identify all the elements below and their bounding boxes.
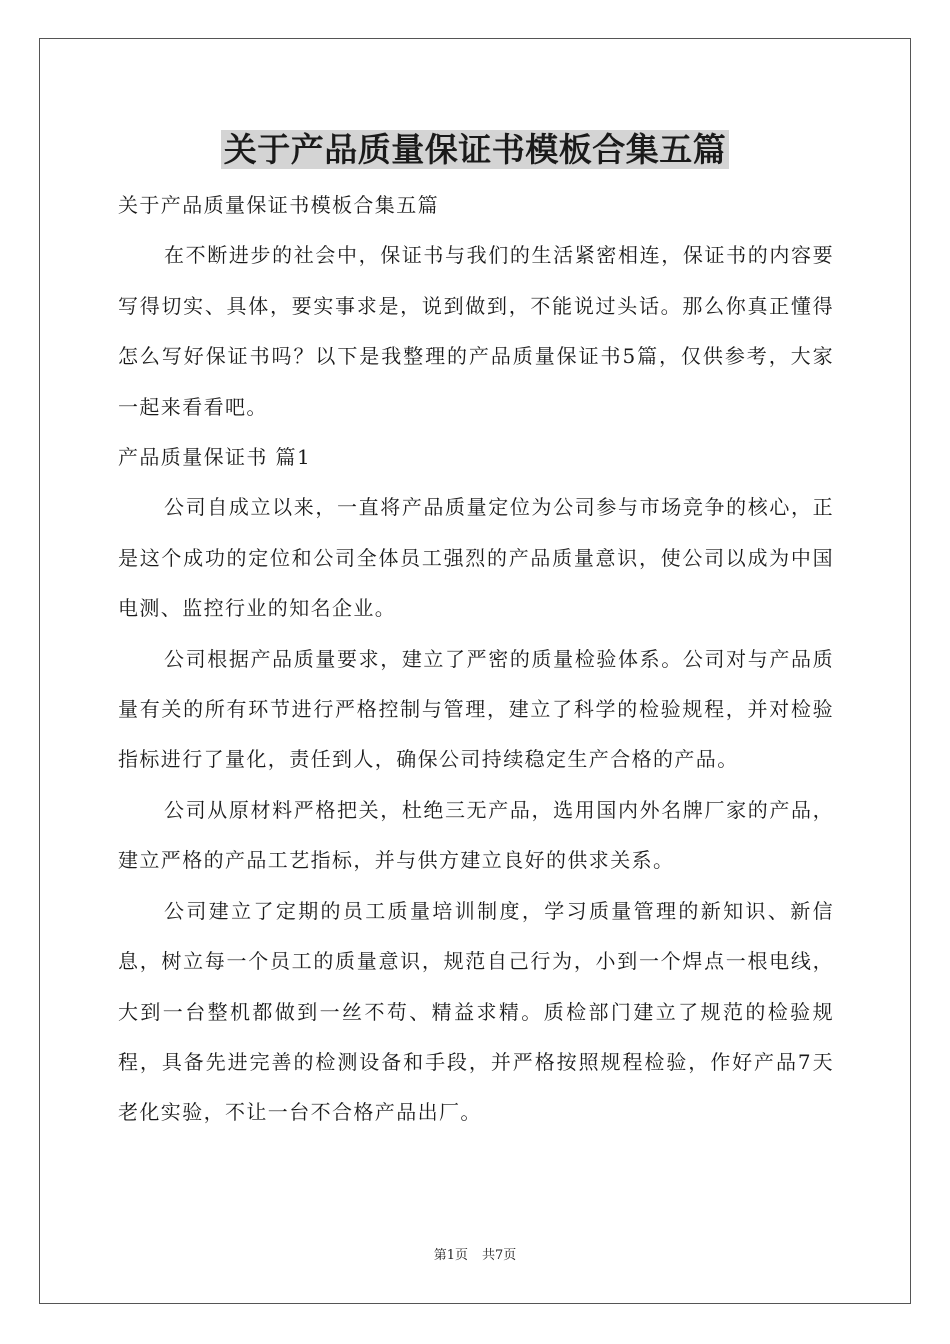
page-number: 第1页 [433,1248,468,1263]
paragraph-subtitle: 关于产品质量保证书模板合集五篇 [118,193,439,217]
section-heading: 产品质量保证书 篇1 [118,445,312,470]
paragraph: 公司根据产品质量要求，建立了严密的质量检验体系。公司对与产品质量有关的所有环节进行严格控制与管理，建立了科学的检验规程，并对检验指标进行了量化，责任到人，确保公司持续稳定生产合格的产品。 [118,646,834,772]
page-footer [0,1247,950,1265]
document-title [0,128,950,172]
paragraph: 公司建立了定期的员工质量培训制度，学习质量管理的新知识、新信息，树立每一个员工的质量意识，规范自己行为，小到一个焊点一根电线，大到一台整机都做到一丝不苟、精益求精。质检部门建立了规范的检验规程，具备先进完善的检测设备和手段，并严格按照规程检验，作好产品7天老化实验，不让一台不合格产品出厂。 [118,898,834,1125]
paragraph: 公司从原材料严格把关，杜绝三无产品，选用国内外名牌厂家的产品，建立严格的产品工艺指标，并与供方建立良好的供求关系。 [118,797,834,873]
page-total: 共7页 [482,1248,517,1263]
document-body [118,180,834,1138]
paragraph: 公司自成立以来，一直将产品质量定位为公司参与市场竞争的核心，正是这个成功的定位和公司全体员工强烈的产品质量意识，使公司以成为中国电测、监控行业的知名企业。 [118,495,834,621]
document-title-text: 关于产品质量保证书模板合集五篇 [221,130,730,169]
paragraph-intro: 在不断进步的社会中，保证书与我们的生活紧密相连，保证书的内容要写得切实、具体，要实事求是，说到做到，不能说过头话。那么你真正懂得怎么写好保证书吗？以下是我整理的产品质量保证书5篇，仅供参考，大家一起来看看吧。 [118,243,834,419]
